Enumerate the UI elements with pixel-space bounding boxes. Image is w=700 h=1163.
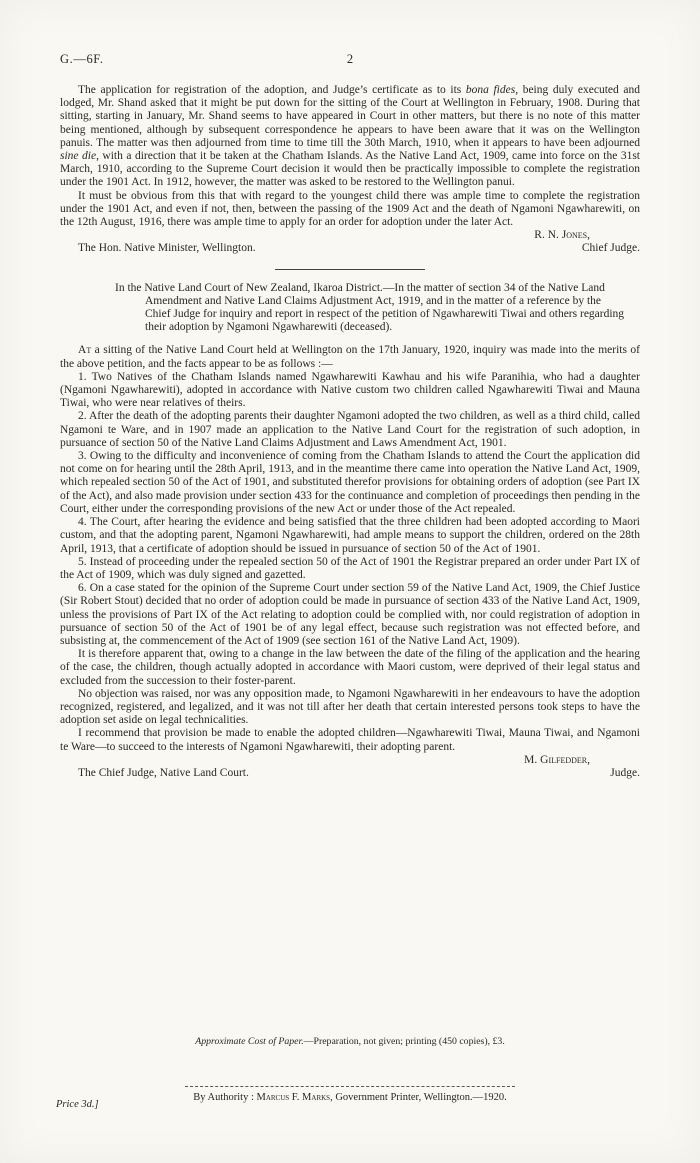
report-paragraph-5: 5. Instead of proceeding under the repealed section 50 of the Act of 1901 the Registrar prepared an order under Part IX of the Act of 1909, which was duly signed and gazetted.: [60, 555, 640, 581]
page-header: [60, 52, 640, 68]
report-paragraph-4: 4. The Court, after hearing the evidence and being satisfied that the three children had been adopted according to Maori custom, and that the adopting parent, Ngamoni Ngawharewiti, had ample means to support the children, ordered on the 28th April, 1913, that a certificate of adoption should be issued in pursuance of section 50 of the Act of 1901.: [60, 516, 640, 555]
footer-rule: [185, 1086, 515, 1087]
cost-of-paper-note: Approximate Cost of Paper.—Preparation, not given; printing (450 copies), £3.: [195, 1036, 505, 1047]
report-paragraph-7: It is therefore apparent that, owing to a change in the law between the date of the filing of the application and the hearing of the case, the children, though actually adopted in accordance with Maori custom, were deprived of their legal status and excluded from the succession to their foster-parent.: [60, 648, 640, 687]
report-paragraph-6: 6. On a case stated for the opinion of the Supreme Court under section 59 of the Native Land Act, 1909, the Chief Justice (Sir Robert Stout) decided that no order of adoption could be made in pursuance of section 433 of the Native Land Act, 1909, unless the provisions of Part IX of the Act relating to adoption could be complied with, nor could registration of adoption in pursuance of section 50 of the Act of 1901 be of any legal effect, because such registration was not effected before, and subsisting at, the commencement of the Act of 1909 (see section 161 of the Native Land Act, 1909).: [60, 582, 640, 647]
signature-title-chief-judge: Chief Judge.: [581, 242, 640, 255]
addressee-chief-judge: The Chief Judge, Native Land Court.: [78, 766, 249, 779]
signature-name-jones: R. N. Jones,: [534, 229, 590, 242]
report-paragraph-2: 2. After the death of the adopting parents their daughter Ngamoni adopted the two children, as well as a third child, called Ngamoni te Ware, and in 1907 made an application to the Native Land Court for the registration of such adoption, in pursuance of section 50 of the Native Land Claims Adjustment and Laws Amendment Act, 1901.: [60, 410, 640, 449]
report-paragraph-intro: At a sitting of the Native Land Court held at Wellington on the 17th January, 1920, inquiry was made into the merits of the above petition, and the facts appear to be as follows :—: [60, 344, 640, 370]
letter-paragraph-2: It must be obvious from this that with regard to the youngest child there was ample time to complete the registration under the 1901 Act, and even if not, then, between the passing of the 1909 Act and the death of Ngamoni Ngawharewiti, on the 12th August, 1916, there was ample time to apply for an order for adoption under the later Act.: [60, 189, 640, 229]
signature-name-gilfedder: M. Gilfedder,: [524, 753, 590, 766]
authority-imprint-line: By Authority : Marcus F. Marks, Government Printer, Wellington.—1920.: [193, 1092, 507, 1103]
report-paragraph-8: No objection was raised, nor was any opposition made, to Ngamoni Ngawharewiti in her endeavours to have the adoption recognized, registered, and legalized, and it was not till after her death that certain interested persons took steps to have the adoption set aside on legal technicalities.: [60, 687, 640, 727]
report-paragraph-9: I recommend that provision be made to enable the adopted children—Ngawharewiti Tiwai, Mauna Tiwai, and Ngamoni te Ware—to succeed to the interests of Ngamoni Ngawharewiti, their adopting parent.: [60, 727, 640, 753]
addressee-native-minister: The Hon. Native Minister, Wellington.: [78, 242, 256, 255]
document-body: [60, 84, 640, 780]
doc-ref: G.—6F.: [60, 52, 104, 66]
price-note: Price 3d.]: [56, 1099, 99, 1110]
letter-paragraph-1: The application for registration of the adoption, and Judge’s certificate as to its bona fides, being duly executed and lodged, Mr. Shand asked that it might be put down for the sitting of the Court at Wellington in February, 1908. During that sitting, starting in January, Mr. Shand seems to have appeared in Court in other matters, but there is no note of this matter being mentioned, although by subsequent correspondence he appears to have been aware that it was on the Wellington panuis. The matter was then adjourned from time to time till the 30th March, 1910, when it appears to have been adjourned sine die, with a direction that it be taken at the Chatham Islands. As the Native Land Act, 1909, came into force on the 31st March, 1910, according to the Supreme Court decision it would then be practically impossible to complete the registration under the 1901 Act. In 1912, however, the matter was asked to be restored to the Wellington panui.: [60, 84, 640, 189]
signature-row-2: [60, 767, 640, 780]
report-paragraph-1: 1. Two Natives of the Chatham Islands named Ngawharewiti Kawhau and his wife Paranihia, who had a daughter (Ngamoni Ngawharewiti), adopted in accordance with Native custom two children called Ngawharewiti Tiwai and Mauna Tiwai, who were near relatives of theirs.: [60, 370, 640, 410]
signature-row: [60, 242, 640, 255]
report-paragraph-3: 3. Owing to the difficulty and inconvenience of coming from the Chatham Islands to attend the Court the application did not come on for hearing until the 28th April, 1913, and in the meantime there came into operation the Native Land Act, 1909, which repealed section 50 of the Act of 1901, and substituted therefor provisions for obtaining orders of adoption (see Part IX of the Act), and also made provision under section 433 for the continuance and completion of proceedings then pending in the Court, either under the corresponding provisions of the new Act or under those of the Act repealed.: [60, 450, 640, 515]
page-number: 2: [346, 52, 354, 66]
section-divider-rule: [275, 269, 425, 270]
case-heading: In the Native Land Court of New Zealand, Ikaroa District.—In the matter of section 34 of the Native Land Amendment and Native Land Claims Adjustment Act, 1919, and in the matter of a reference by the Chief Judge for inquiry and report in respect of the petition of Ngawharewiti Tiwai and others regarding their adoption by Ngamoni Ngawharewiti (deceased).: [115, 281, 625, 334]
signature-title-judge: Judge.: [610, 766, 640, 779]
